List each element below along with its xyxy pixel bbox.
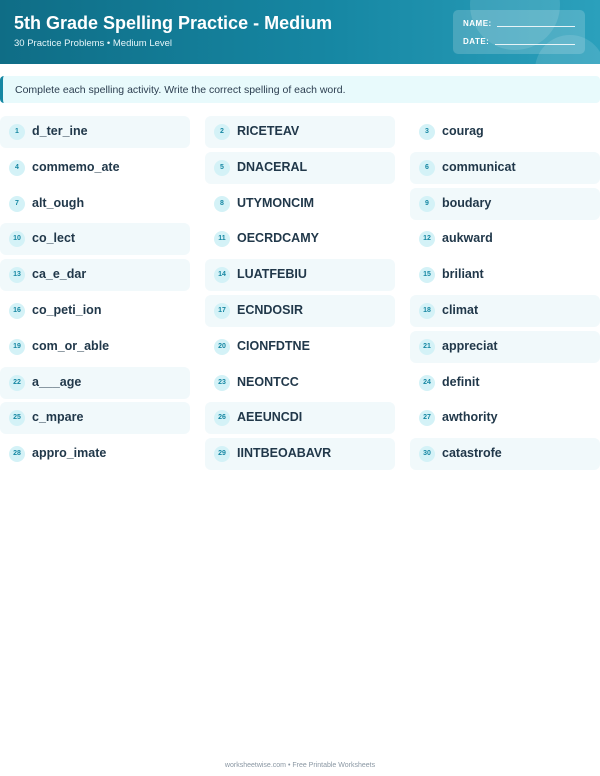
problem-number: 30 <box>419 446 435 462</box>
name-label: NAME: <box>463 19 492 28</box>
problem-word: commemo_ate <box>32 159 120 174</box>
instructions-box <box>0 76 600 103</box>
problem-number: 16 <box>9 303 25 319</box>
problem-number: 18 <box>419 303 435 319</box>
date-label: DATE: <box>463 37 490 46</box>
problem-item <box>410 367 600 399</box>
problem-item <box>205 188 395 220</box>
problem-word: co_peti_ion <box>32 303 102 317</box>
problem-number: 27 <box>419 410 435 426</box>
problem-number: 9 <box>419 196 435 212</box>
page-subtitle: 30 Practice Problems • Medium Level <box>14 38 173 49</box>
problem-item <box>410 438 600 470</box>
problem-item <box>410 331 600 363</box>
problem-number: 26 <box>214 410 230 426</box>
problem-item <box>0 402 190 434</box>
problem-word: aukward <box>442 231 493 246</box>
problem-item <box>0 367 190 399</box>
problem-word: catastrofe <box>442 446 502 461</box>
problem-number: 19 <box>9 339 25 355</box>
problem-item <box>205 367 395 399</box>
problem-item <box>410 116 600 148</box>
page-title: 5th Grade Spelling Practice - Medium <box>14 13 333 33</box>
problem-number: 25 <box>9 410 25 426</box>
problem-number: 20 <box>214 339 230 355</box>
problem-item <box>205 438 395 470</box>
problem-number: 8 <box>214 196 230 212</box>
problem-item <box>205 116 395 148</box>
problem-word: awthority <box>442 410 498 425</box>
problem-number: 7 <box>9 196 25 212</box>
problem-item <box>205 295 395 327</box>
problem-item <box>410 188 600 220</box>
problem-word: ECNDOSIR <box>237 303 303 317</box>
problem-number: 3 <box>419 124 435 140</box>
problem-word: d_ter_ine <box>32 124 88 138</box>
problem-word: climat <box>442 303 479 317</box>
problem-number: 17 <box>214 303 230 319</box>
problem-number: 12 <box>419 231 435 247</box>
problem-item <box>205 152 395 184</box>
problem-word: AEEUNCDI <box>237 410 303 425</box>
problem-word: com_or_able <box>32 338 110 353</box>
problem-number: 13 <box>9 267 25 283</box>
problem-item <box>205 331 395 363</box>
problem-item <box>0 259 190 291</box>
name-line[interactable] <box>497 26 575 27</box>
problem-item <box>0 331 190 363</box>
problem-word: DNACERAL <box>237 159 308 174</box>
problem-item <box>0 438 190 470</box>
problem-item <box>410 223 600 255</box>
problem-word: LUATFEBIU <box>237 267 307 282</box>
problem-word: IINTBEOABAVR <box>237 446 332 461</box>
problem-number: 5 <box>214 160 230 176</box>
problem-word: OECRDCAMY <box>237 231 319 246</box>
problem-word: appreciat <box>442 338 498 353</box>
problem-number: 15 <box>419 267 435 283</box>
problem-number: 14 <box>214 267 230 283</box>
instructions-text: Complete each spelling activity. Write the correct spelling of each word. <box>15 84 346 96</box>
problem-item <box>205 223 395 255</box>
problem-item <box>205 402 395 434</box>
problem-number: 28 <box>9 446 25 462</box>
problem-word: communicat <box>442 159 516 174</box>
problem-item <box>205 259 395 291</box>
problem-number: 2 <box>214 124 230 140</box>
name-date-box <box>453 10 585 54</box>
problem-item <box>0 188 190 220</box>
problem-number: 23 <box>214 375 230 391</box>
problem-number: 1 <box>9 124 25 140</box>
problem-number: 21 <box>419 339 435 355</box>
problem-number: 29 <box>214 446 230 462</box>
problem-word: RICETEAV <box>237 124 300 138</box>
problem-word: boudary <box>442 195 492 210</box>
problem-word: briliant <box>442 267 484 282</box>
problem-word: appro_imate <box>32 446 107 461</box>
problem-number: 22 <box>9 375 25 391</box>
problem-word: courag <box>442 124 484 138</box>
problem-item <box>0 223 190 255</box>
problem-item <box>0 295 190 327</box>
problem-item <box>410 259 600 291</box>
problem-number: 10 <box>9 231 25 247</box>
date-line[interactable] <box>495 44 575 45</box>
footer: worksheetwise.com • Free Printable Worksheets <box>224 762 376 769</box>
problem-item <box>0 116 190 148</box>
problem-word: definit <box>442 374 480 389</box>
problem-word: a___age <box>32 374 82 389</box>
problem-item <box>410 152 600 184</box>
problem-word: ca_e_dar <box>32 267 87 282</box>
problem-number: 4 <box>9 160 25 176</box>
problem-word: UTYMONCIM <box>237 195 315 210</box>
problem-number: 11 <box>214 231 230 247</box>
problem-item <box>0 152 190 184</box>
problem-item <box>410 295 600 327</box>
header-banner <box>0 0 600 64</box>
problem-item <box>410 402 600 434</box>
problem-word: c_mpare <box>32 410 84 425</box>
problem-number: 6 <box>419 160 435 176</box>
problem-word: NEONTCC <box>237 374 299 389</box>
problem-number: 24 <box>419 375 435 391</box>
problem-word: CIONFDTNE <box>237 338 310 353</box>
problem-word: co_lect <box>32 231 76 246</box>
problem-word: alt_ough <box>32 195 85 210</box>
